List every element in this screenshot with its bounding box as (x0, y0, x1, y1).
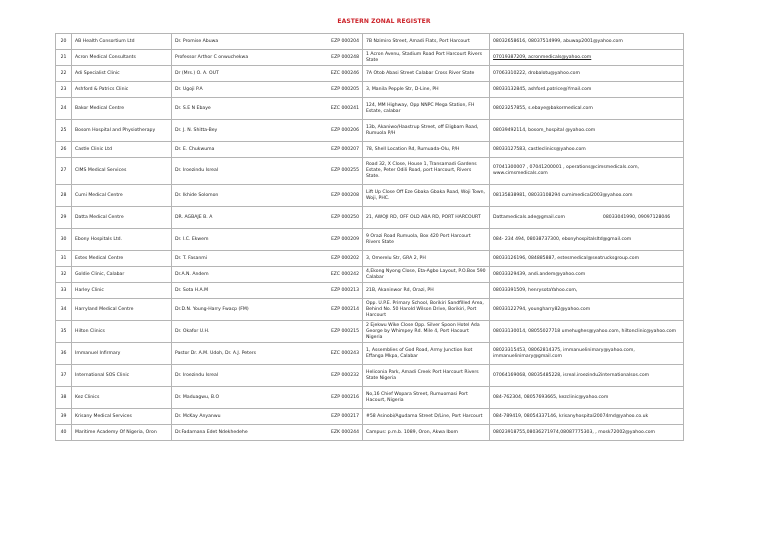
facility-address (363, 207, 490, 229)
doctor-name (172, 425, 322, 441)
row-number-text: 25 (60, 127, 67, 133)
facility-address-text: 3, Manila Pepple Str, D-Line, PH (366, 86, 439, 92)
registration-code-text: EZP 000216 (331, 394, 359, 400)
facility-name-text: Bakor Medical Centre (75, 105, 125, 111)
facility-name (72, 142, 172, 158)
registration-code (322, 120, 363, 142)
registration-code (322, 365, 363, 387)
facility-contact-text[interactable]: 07064169068, 08035485228, isreal.iroezindu2internationalsos.com (493, 372, 650, 378)
facility-contact (490, 158, 684, 185)
facility-contact-text[interactable]: 084- 234 494, 08038737300, ebonyhospitalsltd@gmail.com (493, 236, 632, 242)
table-row (56, 321, 684, 343)
doctor-name (172, 251, 322, 267)
row-number-text: 35 (60, 328, 67, 334)
facility-name (72, 50, 172, 66)
facility-address (363, 267, 490, 283)
row-number-text: 40 (60, 429, 67, 435)
doctor-name-text: Dr. Ikhide Solomon (175, 192, 219, 198)
row-number (56, 185, 72, 207)
doctor-name (172, 267, 322, 283)
facility-contact (490, 142, 684, 158)
facility-contact-text[interactable]: 07063310222, drobalotu@yahoo.com (493, 70, 580, 76)
facility-phone-extra: 08033041990, 09097128046 (602, 214, 671, 220)
facility-contact-text[interactable]: 08023257855, s.ebaye@bakormedical.com (493, 105, 593, 111)
registration-code (322, 409, 363, 425)
registration-code-text: EZP 000213 (331, 287, 359, 293)
facility-name (72, 387, 172, 409)
doctor-name (172, 321, 322, 343)
facility-address (363, 120, 490, 142)
doctor-name (172, 387, 322, 409)
doctor-name-text: Dr.Fadamana Edet Ndekhedehe (175, 429, 248, 435)
row-number-text: 21 (60, 54, 67, 60)
facility-address-text: 21B, Akaninwor Rd, Orazi, PH (366, 287, 434, 293)
doctor-name-text: Pastor Dr. A.M. Udoh, Dr. A.J. Peters (175, 350, 257, 356)
row-number (56, 50, 72, 66)
facility-address-text: Campus: p.m.b. 1089, Oron, Akwa Ibom (366, 429, 458, 435)
registration-code (322, 158, 363, 185)
facility-address-text: Heliconia Park, Amadi Creek Port Harcourt Rivers State Nigeria (366, 369, 479, 381)
facility-name (72, 251, 172, 267)
facility-contact-text[interactable]: 08032658616, 08037514999, abuwap2001@yahoo.com (493, 38, 623, 44)
facility-contact-text[interactable]: 07041300007 , 07041200001 , operations@cimsmedicals.com, www.cimsmedicals.com (493, 165, 640, 176)
facility-address (363, 251, 490, 267)
facility-contact-text[interactable]: 08033130014, 08055027718 umehughes@yahoo.com, hiltonclinic@yahoo.com (493, 328, 677, 334)
doctor-name (172, 229, 322, 251)
table-row (56, 98, 684, 120)
row-number-text: 34 (60, 306, 67, 312)
facility-address (363, 365, 490, 387)
table-row (56, 82, 684, 98)
doctor-name (172, 409, 322, 425)
table-row (56, 34, 684, 50)
table-row (56, 365, 684, 387)
facility-name (72, 365, 172, 387)
doctor-name-text: Dr. E. Chukwuma (175, 146, 215, 152)
facility-name-text: Kez Clinics (75, 394, 100, 400)
registration-code-text: EZP 000215 (331, 328, 359, 334)
registration-code (322, 207, 363, 229)
facility-contact (490, 120, 684, 142)
facility-contact-text[interactable]: 08033391509, henrysotaYahoo.com, (493, 287, 578, 293)
facility-address-text: Road 32, X Close, House 1, Transamadi Gardens Estate, Peter Odili Road, port Harcourt, Rivers State. (366, 162, 477, 179)
row-number-text: 31 (60, 255, 67, 261)
facility-address-text: 7B Nzimiro Street, Amadi Flats, Port Harcourt (366, 38, 470, 44)
doctor-name (172, 142, 322, 158)
row-number-text: 38 (60, 394, 67, 400)
facility-address (363, 321, 490, 343)
facility-address-text: 3, Omerelu Str, GRA 2, PH (366, 255, 426, 261)
facility-address (363, 343, 490, 365)
row-number-text: 27 (60, 168, 67, 173)
facility-name-text: Krisany Medical Services (75, 413, 132, 419)
facility-name (72, 34, 172, 50)
row-number (56, 158, 72, 185)
registration-code-text: EZC 000246 (330, 70, 359, 76)
facility-name (72, 185, 172, 207)
facility-name-text: Bosom Hospital and Physiotherapy (75, 127, 156, 133)
facility-address (363, 299, 490, 321)
facility-contact (490, 66, 684, 82)
registration-code (322, 34, 363, 50)
facility-contact-text[interactable]: 08033122794, youngharry82@yahoo.com (493, 306, 591, 312)
doctor-name-text: Dr.A.N. Andem (175, 271, 209, 277)
facility-address-text: 13b, Akaniwo/Haastrup Street, off Eligbam Road, Rumuola P/H (366, 124, 479, 136)
table-row (56, 343, 684, 365)
facility-contact (490, 283, 684, 299)
row-number (56, 98, 72, 120)
facility-name-text: Ebony Hospitals Ltd. (75, 236, 123, 242)
row-number (56, 120, 72, 142)
facility-name (72, 343, 172, 365)
facility-contact (490, 229, 684, 251)
table-row (56, 409, 684, 425)
facility-contact-text[interactable]: 08039492114, bosom_hospital @yahoo.com (493, 127, 596, 133)
doctor-name (172, 283, 322, 299)
register-title: EASTERN ZONAL REGISTER (337, 18, 431, 25)
facility-contact-text[interactable]: 08033127583, castleclinics@yahoo.com (493, 146, 586, 152)
facility-address-text: 1, Assemblies of God Road, Army Junction Ikot Effanga Mkpa, Calabar (366, 347, 473, 359)
registration-code (322, 387, 363, 409)
registration-code (322, 82, 363, 98)
doctor-name (172, 98, 322, 120)
row-number (56, 409, 72, 425)
facility-contact (490, 185, 684, 207)
facility-contact (490, 207, 684, 229)
doctor-name-text: Dr. Maduagwu, B.O (175, 394, 220, 400)
registration-code-text: EZP 000255 (331, 168, 359, 173)
row-number-text: 30 (60, 236, 67, 242)
registration-code-text: EZP 000208 (331, 192, 359, 198)
row-number (56, 82, 72, 98)
table-row (56, 425, 684, 441)
facility-address-text: 9 Orazi Road Rumuola, Box 420 Port Harcourt Rivers State (366, 233, 471, 245)
table-row (56, 50, 684, 66)
doctor-name (172, 185, 322, 207)
row-number (56, 34, 72, 50)
facility-address-text: 4,Ekong Nyong Close, Eta-Agbo Layout, P.O.Box 590 Calabar (366, 268, 486, 280)
registration-code (322, 229, 363, 251)
facility-name-text: Hilton Clinics (75, 328, 105, 334)
doctor-name (172, 343, 322, 365)
registration-code-text: EZP 000232 (331, 372, 359, 378)
facility-contact (490, 321, 684, 343)
row-number (56, 365, 72, 387)
facility-name-text: Maritime Academy Of Nigeria, Oron (75, 429, 157, 435)
row-number (56, 142, 72, 158)
facility-name-text: Harley Clinic (75, 287, 104, 293)
doctor-name-text: Dr. J. N. Shitta-Bey (175, 127, 218, 133)
facility-address-text: 2 Ejekwu Wike Close Opp. Silver Spoon Hotel Ada George by Whimpey Rd. Mile 4, Port Hacourt Nigeria (366, 322, 480, 340)
doctor-name-text: Dr. Ugoji P.A (175, 86, 203, 92)
facility-contact (490, 387, 684, 409)
facility-name-text: AB Health Consortium Ltd (75, 38, 135, 44)
facility-name (72, 120, 172, 142)
facility-name-text: Adi Specialist Clinic (75, 70, 120, 76)
registration-code (322, 321, 363, 343)
registration-code-text: EZP 000207 (331, 146, 359, 152)
facility-address (363, 229, 490, 251)
facility-address (363, 50, 490, 66)
table-row (56, 158, 684, 185)
row-number (56, 267, 72, 283)
facility-contact (490, 343, 684, 365)
facility-address (363, 98, 490, 120)
facility-address-text: Lift Up Close Off Eze Gbaka Gbaka Road, Woji Town, Woji, PHC. (366, 189, 485, 201)
facility-name-text: Castle Clinic Ltd (75, 146, 112, 152)
row-number-text: 24 (60, 105, 67, 111)
facility-address-text: 21, AWOJI RD, OFF OLD ABA RD, PORT HARCOURT (366, 214, 481, 220)
facility-name-text: Cumi Medical Centre (75, 192, 123, 198)
facility-address-text: #58 Asinobi/Agudama Street D/Line, Port Harcourt (366, 413, 483, 419)
row-number-text: 22 (60, 70, 67, 76)
row-number (56, 207, 72, 229)
table-row (56, 267, 684, 283)
facility-contact (490, 425, 684, 441)
facility-contact-text[interactable]: 08033132845, ashford.patrice@Ymail.com (493, 86, 592, 92)
facility-address-text: Opp. U.P.E. Primary School, Borikiri Sandfilled Area, Behind No. 50 Harold Wilson Drive, Borikiri, Port Harcourt (366, 300, 484, 318)
doctor-name-text: Dr. Okafor U.H. (175, 328, 210, 334)
registration-code (322, 185, 363, 207)
register-table-body (56, 34, 684, 441)
facility-name-text: Immanuel Infirmary (75, 350, 121, 356)
table-row (56, 299, 684, 321)
facility-contact (490, 409, 684, 425)
facility-contact-text[interactable]: 07019387209, acronmedicals@yahoo.com (493, 54, 592, 60)
register-table (55, 33, 684, 441)
facility-contact-text[interactable]: 08033329439, andi.andem@yahoo.com (493, 271, 586, 277)
facility-contact (490, 50, 684, 66)
facility-name (72, 425, 172, 441)
facility-name (72, 321, 172, 343)
facility-name (72, 229, 172, 251)
facility-address (363, 66, 490, 82)
doctor-name-text: Dr. I.C. Ekwem (175, 236, 209, 242)
doctor-name-text: Dr.D.N. Young-Harry Fwacp (FM) (175, 306, 249, 312)
doctor-name (172, 207, 322, 229)
registration-code (322, 251, 363, 267)
facility-name-text: Acron Medical Consultants (75, 54, 136, 60)
row-number (56, 229, 72, 251)
row-number (56, 425, 72, 441)
doctor-name-text: Dr. S.E N Ebaye (175, 105, 211, 111)
facility-name (72, 283, 172, 299)
facility-address (363, 283, 490, 299)
facility-name (72, 98, 172, 120)
facility-address (363, 185, 490, 207)
doctor-name (172, 34, 322, 50)
facility-name (72, 299, 172, 321)
registration-code (322, 343, 363, 365)
row-number-text: 37 (60, 372, 67, 378)
doctor-name-text: Dr. Iroezindu Isreal (175, 168, 219, 173)
doctor-name-text: Professor Arthor C onwuchekwa (175, 54, 249, 60)
row-number (56, 387, 72, 409)
registration-code-text: EZP 000209 (331, 236, 359, 242)
facility-name-text: Estes Medical Centre (75, 255, 124, 261)
row-number-text: 36 (60, 350, 67, 356)
registration-code (322, 98, 363, 120)
row-number-text: 23 (60, 86, 67, 92)
facility-address (363, 158, 490, 185)
facility-name-text: CIMS Medical Services (75, 168, 127, 173)
facility-contact-text[interactable]: 08033126196, 084885887, estesmedical@seatrucksgroup.com (493, 255, 640, 261)
registration-code-text: EZP 000248 (331, 54, 359, 60)
row-number-text: 20 (60, 38, 67, 44)
facility-contact-text[interactable]: 084-789419, 08054337146, krisanyhospital20074md@yahoo.co.uk (493, 413, 649, 419)
registration-code-text: EZC 000241 (330, 105, 359, 111)
table-row (56, 120, 684, 142)
facility-name-text: Datta Medical Centre (75, 214, 124, 220)
registration-code-text: EZC 000243 (330, 350, 359, 356)
row-number-text: 29 (60, 214, 67, 220)
doctor-name (172, 299, 322, 321)
registration-code (322, 142, 363, 158)
table-row (56, 251, 684, 267)
registration-code-text: EZP 000217 (331, 413, 359, 419)
facility-name (72, 267, 172, 283)
facility-address-text: 1 Acron Avenu, Stadium Road Port Harcourt Rivers State (366, 51, 482, 63)
row-number-text: 33 (60, 287, 67, 293)
doctor-name (172, 365, 322, 387)
facility-name (72, 409, 172, 425)
doctor-name (172, 82, 322, 98)
doctor-name (172, 120, 322, 142)
facility-name-text: Goldie Clinic, Calabar (75, 271, 125, 277)
registration-code (322, 283, 363, 299)
facility-address-text: 124, MM Highway, Opp NNPC Mega Station, FH Estate, calabar (366, 102, 475, 114)
facility-address (363, 387, 490, 409)
doctor-name (172, 158, 322, 185)
row-number (56, 343, 72, 365)
doctor-name-text: Dr. Iroezindu Isreal (175, 372, 219, 378)
facility-contact (490, 267, 684, 283)
table-row (56, 229, 684, 251)
row-number-text: 26 (60, 146, 67, 152)
registration-code-text: EZK 000244 (330, 429, 359, 435)
registration-code (322, 66, 363, 82)
facility-contact-text[interactable]: 08023918755,08036271974,08087775303, , mosk72002@yahoo.com (493, 429, 656, 435)
facility-contact-text[interactable]: Dattamedicals.ade@gmail.com (493, 214, 565, 220)
table-row (56, 283, 684, 299)
facility-name-text: Ashford & Patrics Clinic (75, 86, 129, 92)
row-number (56, 66, 72, 82)
row-number-text: 28 (60, 192, 67, 198)
table-row (56, 185, 684, 207)
doctor-name-text: Dr. T. Fasanmi (175, 255, 208, 261)
doctor-name-text: Dr (Mrs.) O. A. OUT (175, 70, 219, 76)
registration-code-text: EZP 000206 (331, 127, 359, 133)
registration-code-text: EZP 000202 (331, 255, 359, 261)
row-number (56, 321, 72, 343)
doctor-name-text: Dr. Sota H.A.M (175, 287, 209, 293)
row-number (56, 299, 72, 321)
facility-name-text: International SOS Clinic (75, 372, 130, 378)
facility-contact (490, 365, 684, 387)
facility-name (72, 158, 172, 185)
registration-code-text: EZP 000205 (331, 86, 359, 92)
facility-contact (490, 251, 684, 267)
doctor-name (172, 50, 322, 66)
registration-code (322, 299, 363, 321)
row-number (56, 251, 72, 267)
registration-code (322, 267, 363, 283)
facility-name (72, 66, 172, 82)
facility-name-text: Harryland Medical Centre (75, 306, 134, 312)
registration-code-text: EZP 000250 (331, 214, 359, 220)
table-row (56, 387, 684, 409)
facility-name (72, 82, 172, 98)
facility-name (72, 207, 172, 229)
registration-code-text: EZC 000242 (330, 271, 359, 277)
facility-contact (490, 98, 684, 120)
table-row (56, 142, 684, 158)
registration-code (322, 50, 363, 66)
registration-code (322, 425, 363, 441)
row-number-text: 32 (60, 271, 67, 277)
facility-address-text: 78, Shell Location Rd, Rumuada-Olu, P/H (366, 146, 460, 152)
registration-code-text: EZP 000204 (331, 38, 359, 44)
facility-address (363, 142, 490, 158)
doctor-name-text: DR. AGBAJE B. A (175, 214, 213, 220)
row-number (56, 283, 72, 299)
facility-address (363, 425, 490, 441)
facility-contact-text[interactable]: 084-762304, 08057693665, kezclinic@yahoo.com (493, 394, 609, 400)
facility-address (363, 409, 490, 425)
facility-address-text: No,16 Chief Wopara Street, Rumuomasi Port Hacourt, Nigeria (366, 391, 468, 403)
row-number-text: 39 (60, 413, 67, 419)
facility-contact-text[interactable]: 08023315453, 08062814375, immanuelinimary@yahoo.com, immanuelinimary@gmail.com (493, 347, 635, 359)
facility-address (363, 82, 490, 98)
facility-address-text: 7A Otob Abasi Street Calabar Cross River State (366, 70, 475, 76)
facility-contact-text[interactable]: 08135838981, 08033108294 cumimedical2003@yahoo.com (493, 192, 633, 198)
facility-contact (490, 299, 684, 321)
facility-contact (490, 34, 684, 50)
doctor-name-text: Dr. Promise Abuwa (175, 38, 219, 44)
table-row (56, 207, 684, 229)
registration-code-text: EZP 000214 (331, 306, 359, 312)
facility-contact (490, 82, 684, 98)
facility-address (363, 34, 490, 50)
doctor-name (172, 66, 322, 82)
doctor-name-text: Dr. McKay Anyanwu (175, 413, 221, 419)
table-row (56, 66, 684, 82)
